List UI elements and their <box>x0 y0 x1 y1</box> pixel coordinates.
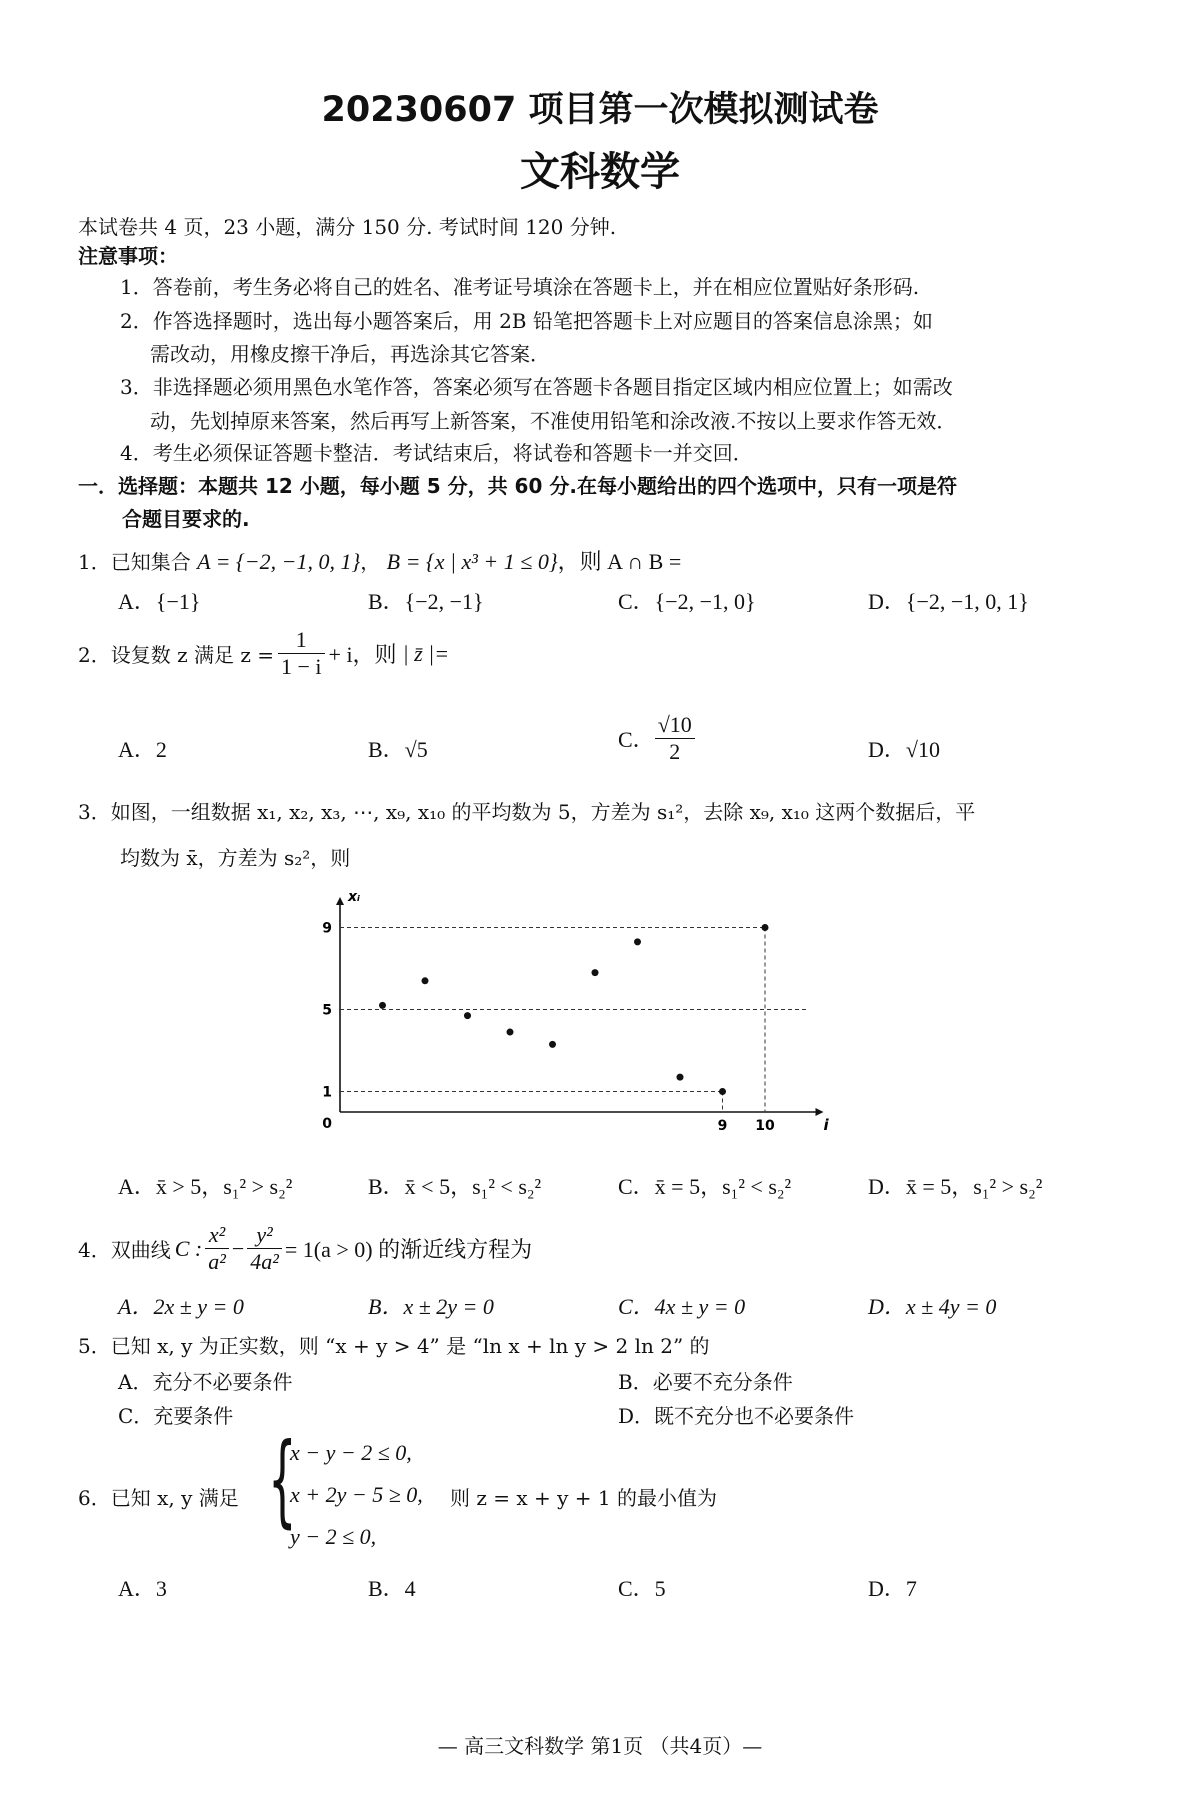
note-item: 动，先划掉原来答案，然后再写上新答案，不准使用铅笔和涂改液.不按以上要求作答无效． <box>150 409 957 433</box>
q4-prefix: 4．双曲线 <box>78 1238 171 1263</box>
data-point <box>762 924 769 931</box>
x-tick-label: 10 <box>755 1118 775 1134</box>
q4-fraction-1 <box>205 1222 229 1276</box>
data-point <box>379 1002 386 1009</box>
q3-option-b: B．x̄ < 5，s₁² < s₂² <box>368 1174 542 1199</box>
q4-curve: C : <box>174 1235 203 1261</box>
q6-option-a: A．3 <box>118 1576 167 1601</box>
data-point <box>592 969 599 976</box>
q1-set-b: B = {x | x³ + 1 ≤ 0} <box>386 549 558 574</box>
q4-minus: − <box>231 1235 245 1261</box>
q2-fraction <box>278 627 325 681</box>
y-tick-label: 5 <box>322 1002 332 1019</box>
q4-option-a: A．2x ± y = 0 <box>118 1294 244 1319</box>
subject-title: 文科数学 <box>520 149 680 195</box>
q1-prefix: 1．已知集合 <box>78 550 191 574</box>
q4-frac2-den: 4a² <box>250 1249 279 1275</box>
notes-title: 注意事项： <box>78 244 178 268</box>
q2-option-d: D．√10 <box>868 737 940 762</box>
data-point <box>422 977 429 984</box>
q6-brace: { <box>268 1421 297 1538</box>
scatter-chart <box>310 890 890 1150</box>
note-item: 3．非选择题必须用黑色水笔作答，答案必须写在答题卡各题目指定区域内相应位置上；如需改 <box>120 375 953 399</box>
q3-option-c: C．x̄ = 5，s₁² < s₂² <box>618 1174 792 1199</box>
q2-option-c-label: C． <box>618 727 655 753</box>
data-point <box>464 1012 471 1019</box>
q4-option-d: D．x ± 4y = 0 <box>868 1294 997 1319</box>
q6-suffix: 则 z = x + y + 1 的最小值为 <box>450 1486 717 1510</box>
y-tick-label: 9 <box>322 920 332 937</box>
y-axis-arrow <box>336 897 344 905</box>
origin-label: 0 <box>322 1116 332 1132</box>
x-axis-label: i <box>823 1116 829 1134</box>
q3-option-a: A．x̄ > 5，s₁² > s₂² <box>118 1174 293 1199</box>
exam-title: 20230607 项目第一次模拟测试卷 <box>321 90 879 130</box>
question-4 <box>78 1222 532 1276</box>
x-axis-arrow <box>816 1108 824 1116</box>
q6-option-c: C．5 <box>618 1576 666 1601</box>
section-heading-cont: 合题目要求的. <box>122 507 250 531</box>
q2-prefix: 2．设复数 z 满足 z = <box>78 643 274 668</box>
q6-option-b: B．4 <box>368 1576 416 1601</box>
note-item: 4．考生必须保证答题卡整洁．考试结束后，将试卷和答题卡一并交回． <box>120 441 753 465</box>
q5-option-c: C．充要条件 <box>118 1404 234 1428</box>
q1-option-b: B．{−2, −1} <box>368 589 484 614</box>
data-point <box>677 1074 684 1081</box>
y-tick-label: 1 <box>322 1084 332 1101</box>
question-1: 1．已知集合 A = {−2, −1, 0, 1}， B = {x | x³ + 1 ≤ 0}，则 A ∩ B = <box>78 549 682 574</box>
q2-option-c-fraction <box>655 712 695 766</box>
q6-constraint-3: y − 2 ≤ 0, <box>290 1524 377 1549</box>
question-2 <box>78 627 449 681</box>
question-3-line1: 3．如图，一组数据 x₁, x₂, x₃, ⋯, x₉, x₁₀ 的平均数为 5，方差为 s₁²，去除 x₉, x₁₀ 这两个数据后，平 <box>78 800 976 824</box>
question-3-line2: 均数为 x̄，方差为 s₂²，则 <box>120 846 351 870</box>
q2-c-den: 2 <box>669 739 681 765</box>
q2-mid: + i，则 <box>328 642 397 668</box>
q5-option-b: B．必要不充分条件 <box>618 1370 793 1394</box>
note-item: 1．答卷前，考生务必将自己的姓名、准考证号填涂在答题卡上，并在相应位置贴好条形码. <box>120 275 920 299</box>
q4-option-c: C．4x ± y = 0 <box>618 1294 746 1319</box>
question-5: 5．已知 x, y 为正实数，则 “x + y > 4” 是 “ln x + ln y > 2 ln 2” 的 <box>78 1334 710 1358</box>
q1-option-a: A．{−1} <box>118 589 201 614</box>
q6-option-d: D．7 <box>868 1576 917 1601</box>
q1-option-d: D．{−2, −1, 0, 1} <box>868 589 1029 614</box>
q6-constraint-1: x − y − 2 ≤ 0, <box>290 1440 412 1465</box>
exam-intro: 本试卷共 4 页，23 小题，满分 150 分. 考试时间 120 分钟. <box>78 215 617 239</box>
q4-option-b: B．x ± 2y = 0 <box>368 1294 494 1319</box>
q2-option-a: A．2 <box>118 737 167 762</box>
q6-prefix: 6．已知 x, y 满足 <box>78 1486 239 1510</box>
q5-option-d: D．既不充分也不必要条件 <box>618 1404 855 1428</box>
section-heading: 一．选择题：本题共 12 小题，每小题 5 分，共 60 分.在每小题给出的四个选项中，只有一项是符 <box>78 474 957 498</box>
data-point <box>634 938 641 945</box>
q3-option-d: D．x̄ = 5，s₁² > s₂² <box>868 1174 1043 1199</box>
q4-frac2-num: y² <box>247 1222 282 1249</box>
q2-c-num: √10 <box>655 712 695 739</box>
q5-option-a: A．充分不必要条件 <box>118 1370 293 1394</box>
page-footer: — 高三文科数学 第1页 （共4页）— <box>437 1734 763 1758</box>
x-tick-label: 9 <box>717 1118 728 1134</box>
q2-end: | z̄ |= <box>402 640 450 666</box>
q2-frac-num: 1 <box>278 627 325 654</box>
q2-option-b: B．√5 <box>368 737 428 762</box>
q1-set-a: A = {−2, −1, 0, 1} <box>197 549 361 574</box>
q2-option-c <box>618 712 695 766</box>
q4-fraction-2 <box>247 1222 282 1276</box>
data-point <box>719 1088 726 1095</box>
q1-suffix: ，则 A ∩ B = <box>557 549 682 574</box>
q6-constraint-2: x + 2y − 5 ≥ 0, <box>290 1482 423 1507</box>
y-axis-label: xᵢ <box>348 890 361 905</box>
q1-option-c: C．{−2, −1, 0} <box>618 589 756 614</box>
q2-frac-den: 1 − i <box>281 654 322 680</box>
q4-suffix: = 1(a > 0) 的渐近线方程为 <box>284 1237 533 1263</box>
note-item: 2．作答选择题时，选出每小题答案后，用 2B 铅笔把答题卡上对应题目的答案信息涂黑；如 <box>120 309 933 333</box>
data-point <box>549 1041 556 1048</box>
q4-frac1-num: x² <box>205 1222 229 1249</box>
q4-frac1-den: a² <box>208 1249 226 1275</box>
note-item: 需改动，用橡皮擦干净后，再选涂其它答案． <box>150 342 550 366</box>
data-point <box>507 1029 514 1036</box>
